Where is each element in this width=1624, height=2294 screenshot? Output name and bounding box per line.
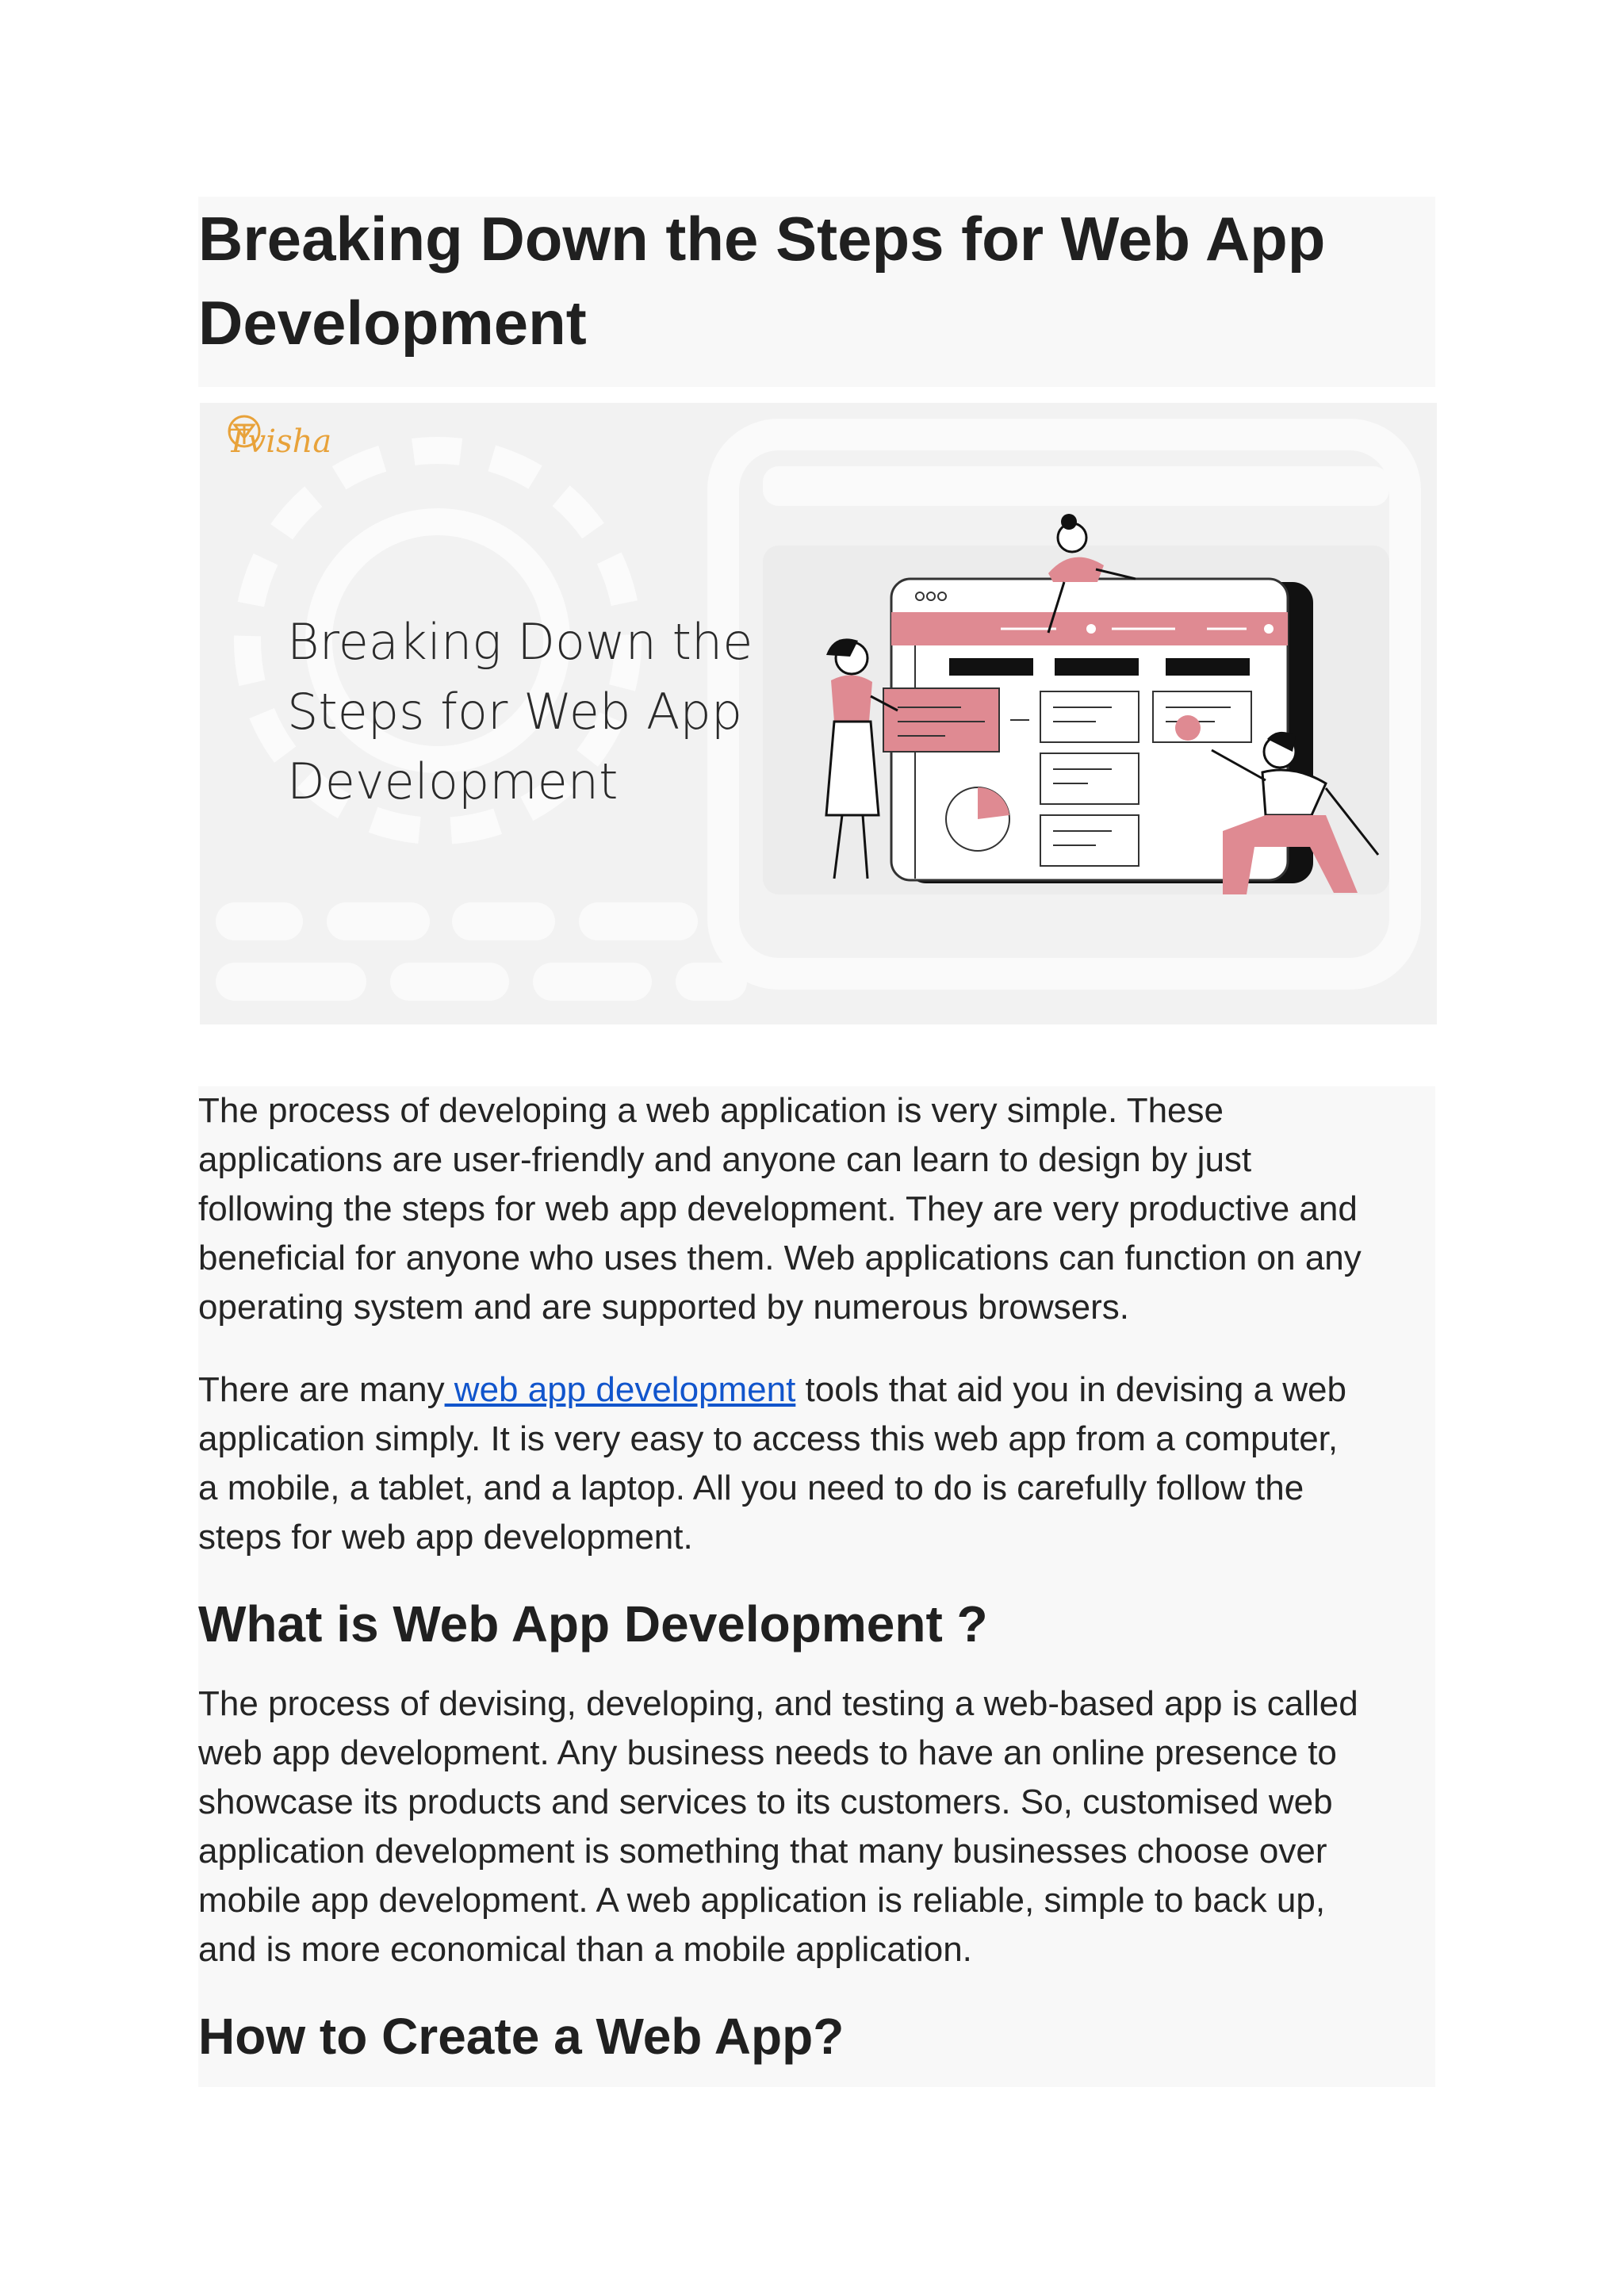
tools-line-4: steps for web app development. bbox=[198, 1518, 693, 1557]
intro-line-1: The process of developing a web application is very simple. These bbox=[198, 1091, 1224, 1130]
web-app-development-link[interactable]: web app development bbox=[444, 1370, 796, 1409]
tools-line-3: a mobile, a tablet, and a laptop. All you need to do is carefully follow the bbox=[198, 1469, 1304, 1507]
what-is-line-6: and is more economical than a mobile application. bbox=[198, 1930, 972, 1969]
tools-line-2: application simply. It is very easy to access this web app from a computer, bbox=[198, 1419, 1339, 1458]
hero-banner-image bbox=[200, 403, 1437, 1024]
hero-heading-line-1: Breaking Down the bbox=[287, 613, 753, 671]
background-pills bbox=[216, 902, 747, 1001]
what-is-line-2: web app development. Any business needs to have an online presence to bbox=[198, 1733, 1337, 1772]
tvisha-logo-icon bbox=[227, 414, 262, 449]
title-block bbox=[198, 197, 1435, 387]
what-is-line-4: application development is something that many businesses choose over bbox=[198, 1832, 1327, 1871]
section-heading-what-is: What is Web App Development ? bbox=[198, 1595, 988, 1653]
intro-line-2: applications are user-friendly and anyone can learn to design by just bbox=[198, 1140, 1252, 1179]
what-is-line-1: The process of devising, developing, and testing a web-based app is called bbox=[198, 1684, 1358, 1723]
hero-heading-line-3: Development bbox=[287, 753, 619, 810]
what-is-line-3: showcase its products and services to its customers. So, customised web bbox=[198, 1783, 1333, 1821]
article-body bbox=[198, 1086, 1435, 2087]
what-is-paragraph bbox=[198, 1679, 1451, 1974]
tools-line-1-suffix: tools that aid you in devising a web bbox=[795, 1370, 1346, 1409]
page-title-line-2: Development bbox=[198, 288, 587, 358]
tvisha-logo bbox=[227, 414, 331, 469]
what-is-line-5: mobile app development. A web application is reliable, simple to back up, bbox=[198, 1881, 1326, 1920]
logo-text: Tvisha bbox=[227, 423, 332, 460]
intro-line-3: following the steps for web app development. They are very productive and bbox=[198, 1189, 1358, 1228]
tools-line-1 bbox=[198, 1365, 1451, 1415]
hero-heading bbox=[287, 607, 779, 817]
intro-line-4: beneficial for anyone who uses them. Web applications can function on any bbox=[198, 1239, 1362, 1277]
page-title bbox=[198, 197, 1435, 365]
intro-paragraph bbox=[198, 1086, 1451, 1332]
page-title-line-1: Breaking Down the Steps for Web App bbox=[198, 204, 1326, 274]
section-heading-how-to: How to Create a Web App? bbox=[198, 2008, 845, 2065]
tools-prefix: There are many bbox=[198, 1370, 445, 1409]
tools-paragraph bbox=[198, 1365, 1451, 1562]
intro-line-5: operating system and are supported by numerous browsers. bbox=[198, 1288, 1129, 1327]
hero-heading-line-2: Steps for Web App bbox=[287, 683, 743, 741]
